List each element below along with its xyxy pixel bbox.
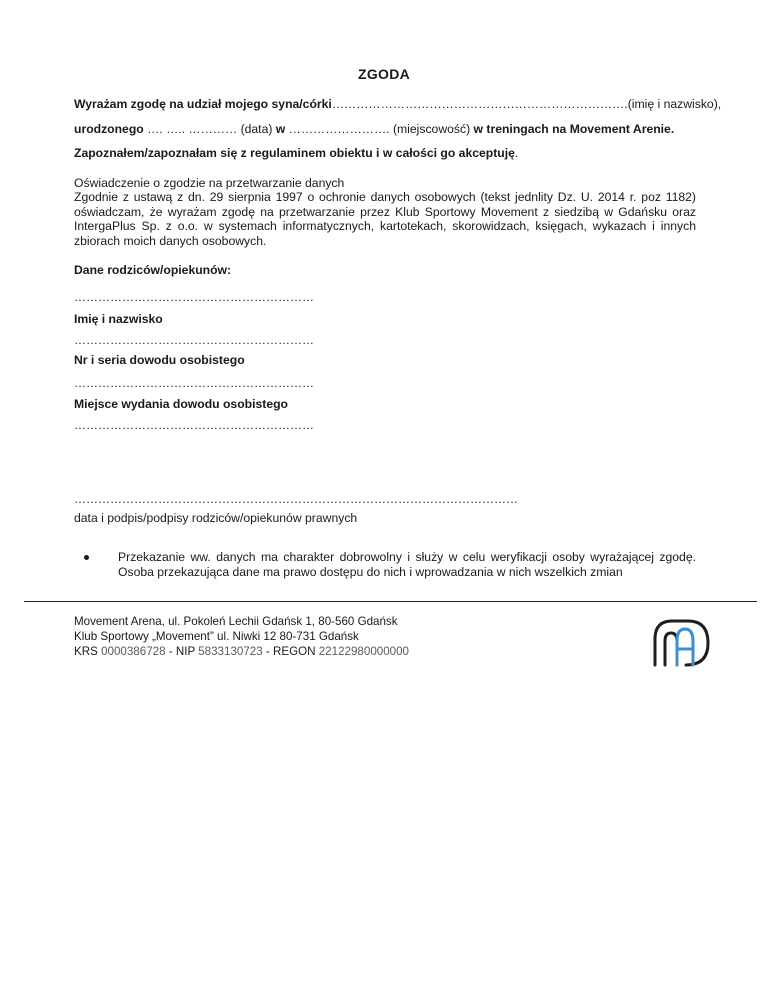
training-text: w treningach na Movement Arenie. bbox=[470, 122, 675, 136]
id-number-dots: …………………………………………………… bbox=[74, 333, 314, 347]
consent-line-1-bold: Wyrażam zgodę na udział mojego syna/córki bbox=[74, 97, 332, 111]
regon-value: 22122980000000 bbox=[318, 645, 410, 658]
id-place-value-dots: …………………………………………………… bbox=[74, 418, 314, 432]
consent-line-2 bbox=[74, 122, 674, 136]
regulations-acceptance: Zapoznałem/zapoznałam się z regulaminem obiektu i w całości go akceptuję bbox=[74, 146, 515, 160]
in-label: w bbox=[272, 122, 289, 136]
child-name-dots: ………………………………………………………………. bbox=[331, 97, 628, 111]
movement-arena-logo-icon bbox=[652, 617, 710, 667]
footer-registry bbox=[74, 645, 409, 658]
document-title: ZGODA bbox=[357, 66, 411, 82]
consent-line-1 bbox=[74, 97, 721, 111]
footer-address-arena: Movement Arena, ul. Pokoleń Lechii Gdańsk 1, 80-560 Gdańsk bbox=[74, 615, 398, 628]
footer-address-club: Klub Sportowy „Movement” ul. Niwki 12 80-731 Gdańsk bbox=[74, 630, 359, 643]
id-place-label: Miejsce wydania dowodu osobistego bbox=[74, 397, 288, 411]
id-number-label: Nr i seria dowodu osobistego bbox=[74, 353, 245, 367]
date-hint: (data) bbox=[240, 122, 273, 136]
footer-divider bbox=[24, 601, 757, 602]
place-hint: (miejscowość) bbox=[392, 122, 471, 136]
statement-body: Zgodnie z ustawą z dn. 29 sierpnia 1997 o ochronie danych osobowych (tekst jednlity Dz. U. 2014 r. poz 1182) oświadczam, że wyrażam zgodę na przetwarzanie przez Klub Sportowy Movement z siedzibą w Gdańsku oraz IntergaPlus Sp. z o.o. w systemach informatycznych, kartotekach, skorowidzach, księgach, wykazach i innych zbiorach moich danych osobowych. bbox=[74, 190, 696, 248]
parent-name-label: Imię i nazwisko bbox=[74, 312, 163, 326]
data-notice-text: Przekazanie ww. danych ma charakter dobrowolny i służy w celu weryfikacji osoby wyrażającej zgodę. Osoba przekazująca dane ma prawo dostępu do nich i wprowadzania w nich wszelkich zmian bbox=[118, 550, 696, 579]
signature-label: data i podpis/podpisy rodziców/opiekunów prawnych bbox=[74, 511, 358, 525]
regulations-period: . bbox=[514, 146, 519, 160]
bullet-icon bbox=[84, 555, 89, 560]
consent-line-3 bbox=[74, 146, 518, 160]
nip-value: 5833130723 bbox=[198, 645, 263, 658]
statement-heading: Oświadczenie o zgodzie na przetwarzanie danych bbox=[74, 176, 345, 190]
parents-heading: Dane rodziców/opiekunów: bbox=[74, 263, 232, 277]
nip-label: - NIP bbox=[165, 645, 199, 658]
child-name-hint: (imię i nazwisko), bbox=[627, 97, 722, 111]
birth-date-dots: …. ….. ………… bbox=[143, 122, 241, 136]
regon-label: - REGON bbox=[262, 645, 319, 658]
krs-value: 0000386728 bbox=[101, 645, 166, 658]
birth-place-dots: ……………………. bbox=[288, 122, 393, 136]
signature-dots: ………………………………………………………………………………………………… bbox=[74, 492, 518, 506]
born-label: urodzonego bbox=[74, 122, 144, 136]
id-place-dots: …………………………………………………… bbox=[74, 376, 314, 390]
parent-name-dots: …………………………………………………… bbox=[74, 290, 314, 304]
krs-label: KRS bbox=[74, 645, 102, 658]
